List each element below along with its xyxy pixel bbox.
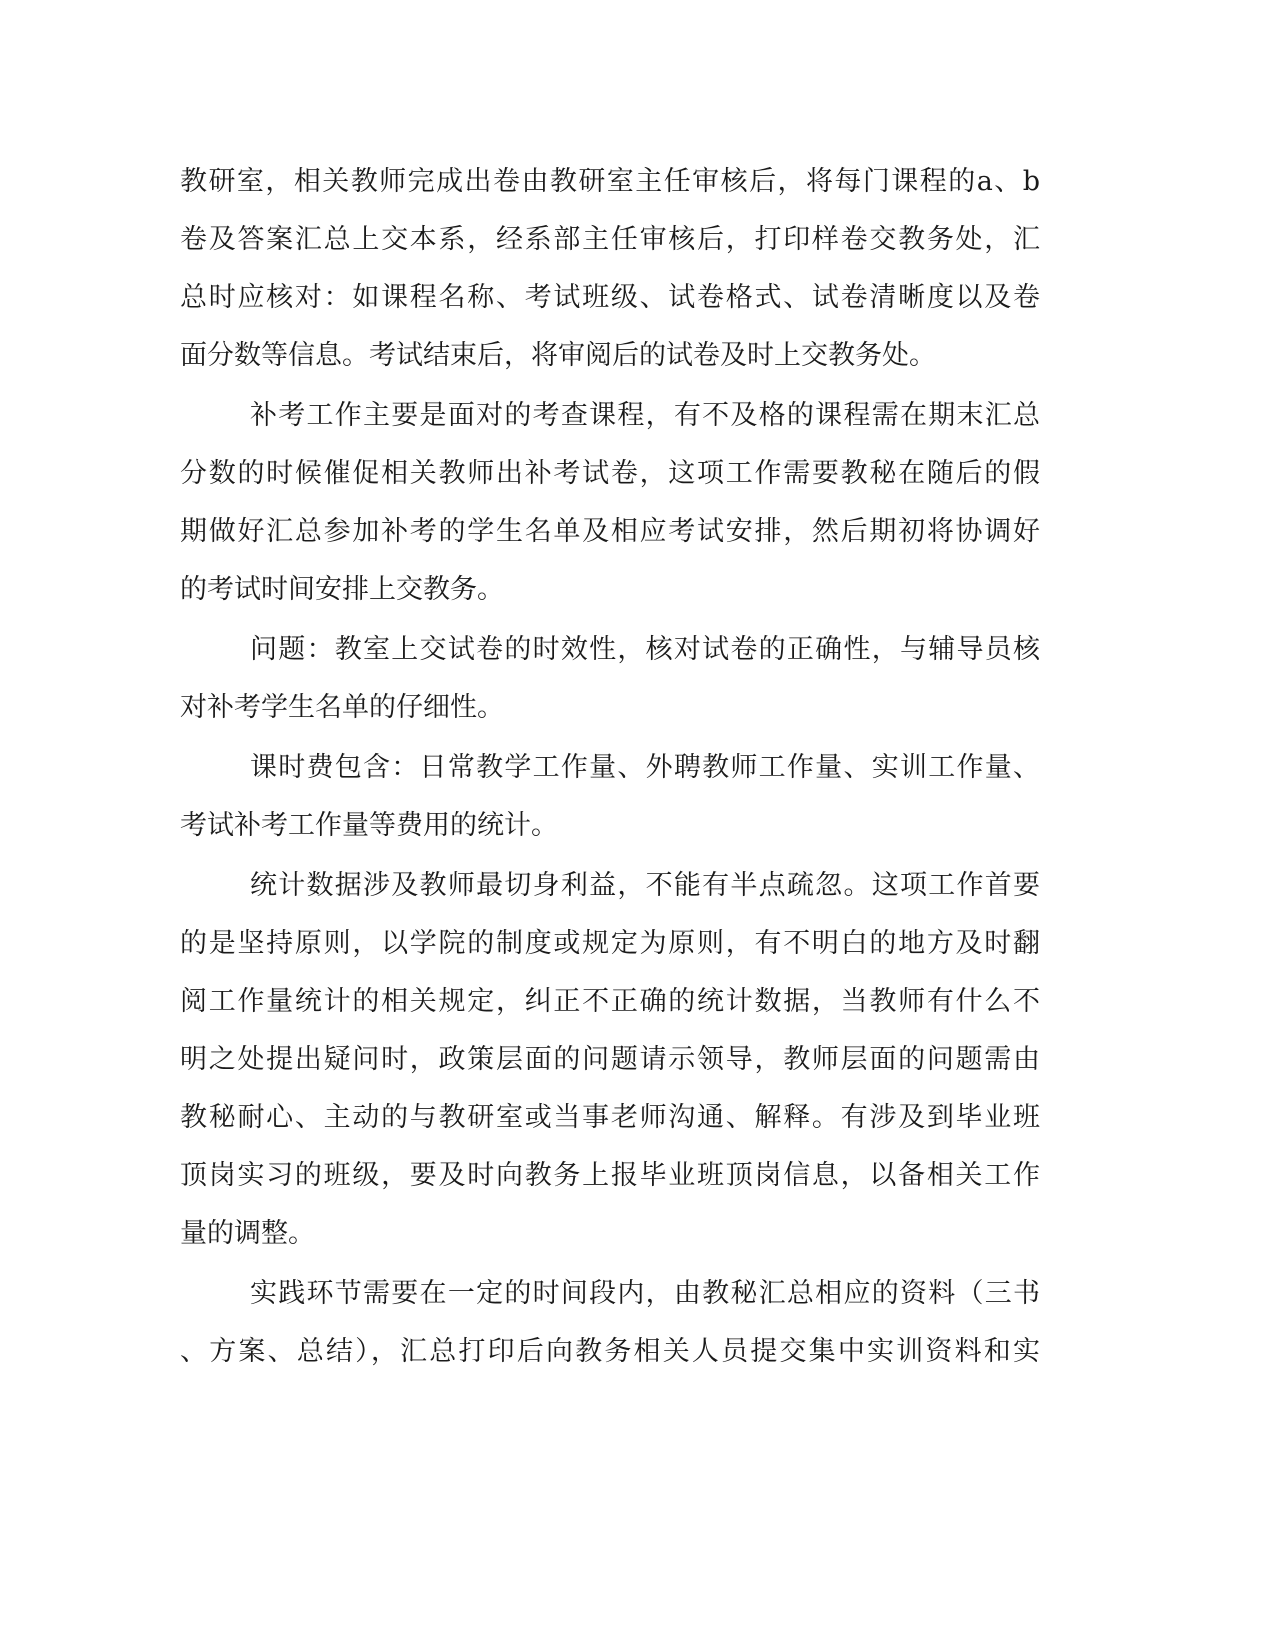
text-line: 问题：教室上交试卷的时效性，核对试卷的正确性，与辅导员核 [250, 634, 1040, 665]
text-line: 课时费包含：日常教学工作量、外聘教师工作量、实训工作量、 [250, 752, 1040, 783]
text-line: 对补考学生名单的仔细性。 [180, 692, 504, 723]
text-line: 总时应核对：如课程名称、考试班级、试卷格式、试卷清晰度以及卷 [180, 282, 1040, 313]
text-line: 阅工作量统计的相关规定，纠正不正确的统计数据，当教师有什么不 [180, 986, 1040, 1017]
text-line: 卷及答案汇总上交本系，经系部主任审核后，打印样卷交教务处，汇 [180, 224, 1040, 255]
text-line: 分数的时候催促相关教师出补考试卷，这项工作需要教秘在随后的假 [180, 458, 1040, 489]
text-line: 教研室，相关教师完成出卷由教研室主任审核后，将每门课程的a、b [180, 166, 1040, 197]
text-line: 顶岗实习的班级，要及时向教务上报毕业班顶岗信息，以备相关工作 [180, 1160, 1040, 1191]
text-line: 、方案、总结），汇总打印后向教务相关人员提交集中实训资料和实 [180, 1336, 1040, 1367]
text-line: 量的调整。 [180, 1218, 315, 1249]
text-line: 补考工作主要是面对的考查课程，有不及格的课程需在期末汇总 [250, 400, 1040, 431]
text-line: 明之处提出疑问时，政策层面的问题请示领导，教师层面的问题需由 [180, 1044, 1040, 1075]
text-line: 教秘耐心、主动的与教研室或当事老师沟通、解释。有涉及到毕业班 [180, 1102, 1040, 1133]
text-line: 实践环节需要在一定的时间段内，由教秘汇总相应的资料（三书 [250, 1278, 1040, 1309]
text-line: 统计数据涉及教师最切身利益，不能有半点疏忽。这项工作首要 [250, 870, 1040, 901]
text-line: 考试补考工作量等费用的统计。 [180, 810, 558, 841]
text-line: 的是坚持原则，以学院的制度或规定为原则，有不明白的地方及时翻 [180, 928, 1040, 959]
text-line: 的考试时间安排上交教务。 [180, 574, 504, 605]
text-line: 面分数等信息。考试结束后，将审阅后的试卷及时上交教务处。 [180, 340, 936, 371]
text-line: 期做好汇总参加补考的学生名单及相应考试安排，然后期初将协调好 [180, 516, 1040, 547]
